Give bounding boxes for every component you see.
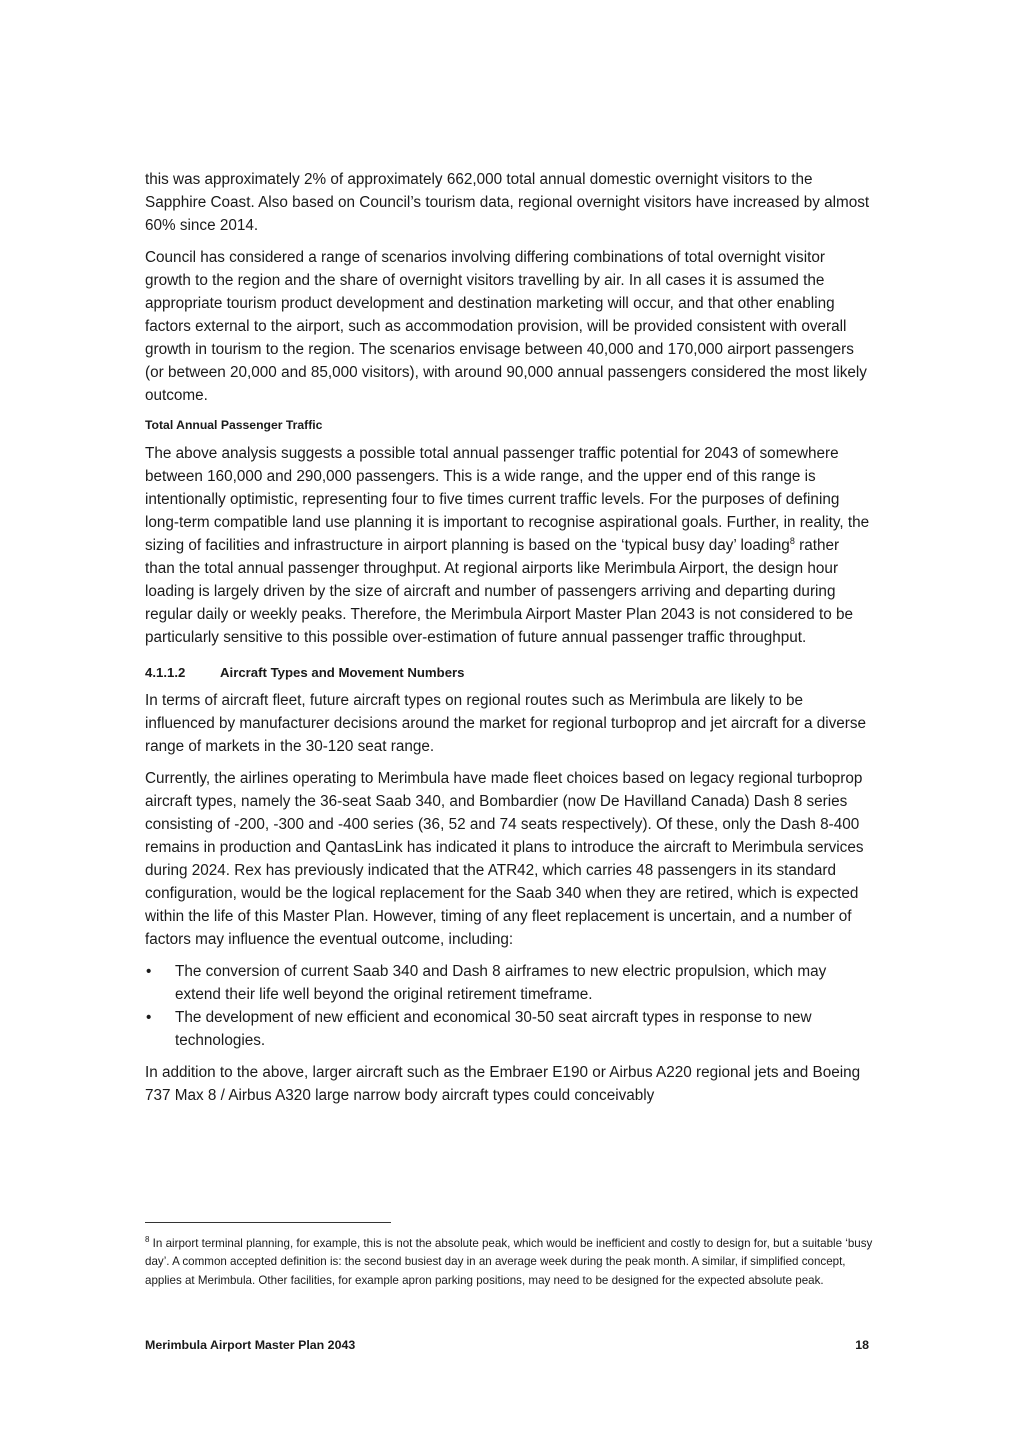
footer-document-title: Merimbula Airport Master Plan 2043	[145, 1338, 356, 1352]
section-title: Aircraft Types and Movement Numbers	[220, 665, 465, 680]
bullet-list	[145, 960, 873, 1052]
paragraph-aircraft-fleet: In terms of aircraft fleet, future aircraft types on regional routes such as Merimbula are likely to be influenced by manufacturer decisions around the market for regional turboprop and jet aircraft for a diverse range of markets in the 30-120 seat range.	[145, 692, 867, 755]
paragraph-overnight-visitors: this was approximately 2% of approximately 662,000 total annual domestic overnight visitors to the Sapphire Coast. Also based on Council’s tourism data, regional overnight visitors have increased by almost 60% since 2014.	[145, 171, 870, 234]
paragraph-larger-aircraft: In addition to the above, larger aircraft such as the Embraer E190 or Airbus A220 regional jets and Boeing 737 Max 8 / Airbus A320 large narrow body aircraft types could conceivably	[145, 1064, 861, 1104]
paragraph-scenarios: Council has considered a range of scenarios involving differing combinations of total overnight visitor growth to the region and the share of overnight visitors travelling by air. In all cases it is assumed the appropriate tourism product development and destination marketing will occur, and that other enabling factors external to the airport, such as accommodation provision, will be provided consistent with overall growth in tourism to the region. The scenarios envisage between 40,000 and 170,000 airport passengers (or between 20,000 and 85,000 visitors), with around 90,000 annual passengers considered the most likely outcome.	[145, 249, 867, 404]
section-heading	[145, 663, 873, 683]
list-item-text: The development of new efficient and economical 30-50 seat aircraft types in response to new technologies.	[175, 1009, 812, 1049]
footnote-number: 8	[145, 1235, 150, 1245]
footnote	[145, 1235, 873, 1290]
paragraph-passenger-traffic-part-1: The above analysis suggests a possible total annual passenger traffic potential for 2043 of somewhere between 160,000 and 290,000 passengers. This is a wide range, and the upper end of this range is intentionally optimistic, representing four to five times current traffic levels. For the purposes of defining long-term compatible land use planning it is important to recognise aspirational goals. Further, in reality, the sizing of facilities and infrastructure in airport planning is based on the ‘typical busy day’ loading	[145, 445, 870, 554]
subheading-total-annual-passenger-traffic: Total Annual Passenger Traffic	[145, 418, 323, 432]
paragraph-current-fleet: Currently, the airlines operating to Merimbula have made fleet choices based on legacy regional turboprop aircraft types, namely the 36-seat Saab 340, and Bombardier (now De Havilland Canada) Dash 8 series consisting of -200, -300 and -400 series (36, 52 and 74 seats respectively). Of these, only the Dash 8-400 remains in production and QantasLink has indicated it plans to introduce the aircraft to Merimbula services during 2024. Rex has previously indicated that the ATR42, which carries 48 passengers in its standard configuration, would be the logical replacement for the Saab 340 when they are retired, which is expected within the life of this Master Plan. However, timing of any fleet replacement is uncertain, and a number of factors may influence the eventual outcome, including:	[145, 770, 864, 948]
list-item	[145, 1006, 873, 1052]
page-number: 18	[855, 1338, 869, 1352]
bullet-icon: •	[146, 1009, 152, 1026]
paragraph-passenger-traffic-potential	[145, 442, 873, 649]
section-number: 4.1.1.2	[145, 665, 186, 680]
list-item	[145, 960, 873, 1006]
page-body	[145, 168, 873, 1116]
bullet-icon: •	[146, 963, 152, 980]
footnote-reference: 8	[789, 535, 795, 546]
footnote-text: In airport terminal planning, for example, this is not the absolute peak, which would be inefficient and costly to design for, but a suitable ‘busy day’. A common accepted definition is: the second busiest day in an average week during the peak month. A similar, if simplified concept, applies at Merimbula. Other facilities, for example apron parking positions, may need to be designed for the expected absolute peak.	[145, 1237, 873, 1287]
page-footer	[145, 1336, 869, 1354]
footnote-divider	[145, 1222, 391, 1223]
list-item-text: The conversion of current Saab 340 and Dash 8 airframes to new electric propulsion, which may extend their life well beyond the original retirement timeframe.	[175, 963, 827, 1003]
paragraph-passenger-traffic-part-2: rather than the total annual passenger throughput. At regional airports like Merimbula Airport, the design hour loading is largely driven by the size of aircraft and number of passengers arriving and departing during regular daily or weekly peaks. Therefore, the Merimbula Airport Master Plan 2043 is not considered to be particularly sensitive to this possible over-estimation of future annual passenger traffic throughput.	[145, 537, 853, 646]
